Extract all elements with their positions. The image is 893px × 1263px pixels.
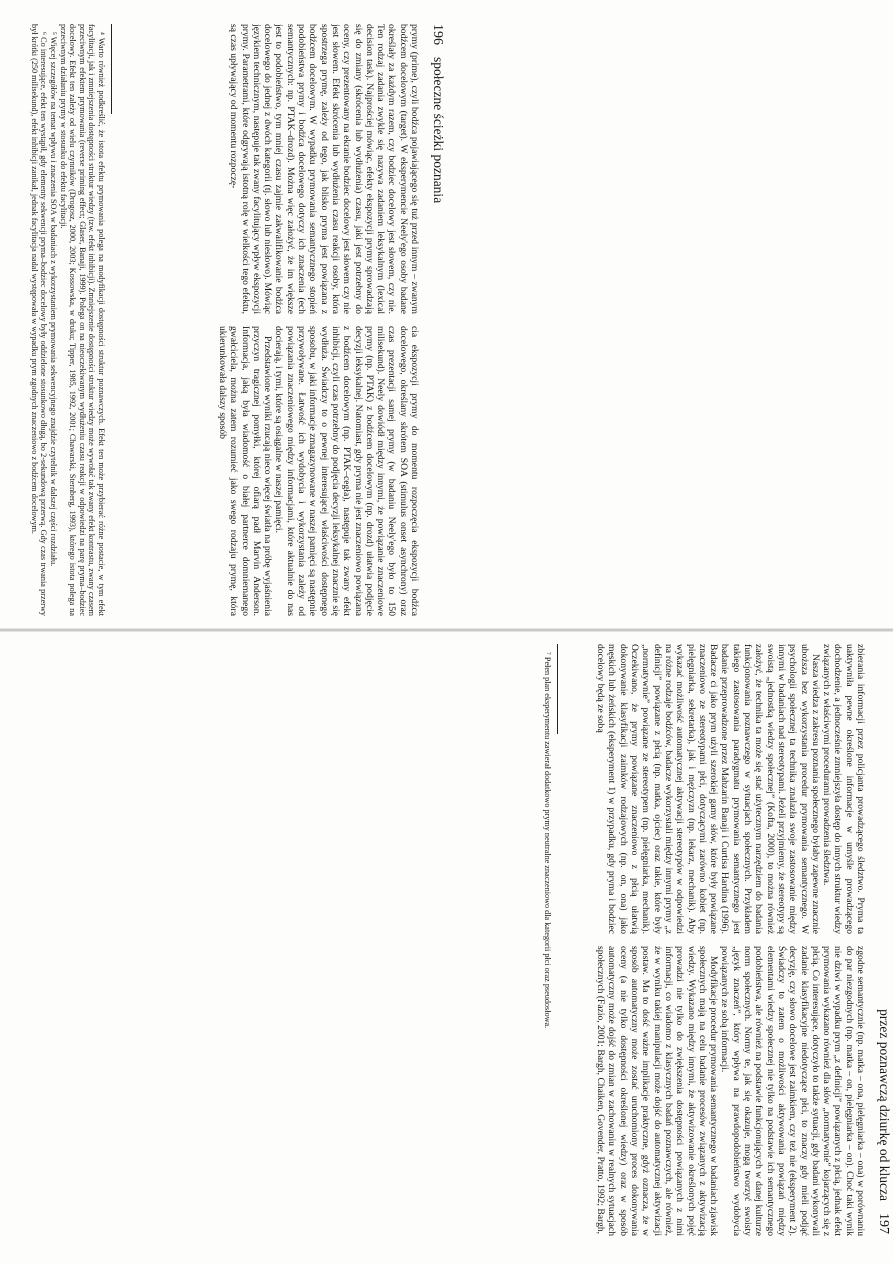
footnotes-left bbox=[29, 20, 106, 620]
running-head-right bbox=[872, 644, 892, 1234]
footnote: ⁶ Co interesujące, efekt ten wystąpił, gdy elementy sekwencji pryma–bodziec docelowy były oddzielone stosunkowo długą, bo 2-sekundową przerwą. Gdy czas trwania przerwy był krótki (250 milisekund), efekt inhibicji zanikał, jednak facylitacja nadal występowała w wypadku prym zgodnych znaczeniowo z bodźcem docelowym. bbox=[29, 24, 49, 616]
footnote-separator bbox=[557, 644, 558, 734]
text-columns-left bbox=[120, 20, 420, 620]
page-number-right: 197 bbox=[876, 1213, 891, 1234]
text-column-left-2 bbox=[120, 326, 420, 616]
footnote: ⁴ Warto również podkreślić, że istota efektu prymowania polega na modyfikacji dostępności struktur poznawczych. Efekt ten może przybierać różne postacie, w tym efekt facylitacji, jak i zmniejszenia dostępności struktur wiedzy (tzw. efekt inhibicji). Zmniejszenie dostępności struktur wiedzy może wywołać tak zwany efekt kontrastu, zwany czasem przeciwnym efektem prymowania (reverse priming effect; Glaser, Banaji, 1999). Polega on na nieoczekiwanym wydłużeniu czasu reakcji w odpowiedzi na parę pryma–bodziec docelowy. Efekt ten zależy od wielu czynników (Drogosz, 2000, 2003; Kossowska, w druku; Tipper, 1985, 1992, 2001; Chawarski, Sternberg, 1993), którego istota polega na przeciwnym działaniu prymy w stosunku do efektu facylitacji. bbox=[58, 24, 106, 616]
text-column-right-2 bbox=[566, 946, 866, 1236]
running-head-left bbox=[426, 24, 446, 614]
paragraph: Modyfikacje procedur prymowania semantycznego w badaniach zjawisk społecznych mają na celu badanie procesów związanych z aktywizacją wiedzy. Wykazano między innymi, że aktywizowanie określonych pojęć prowadzi nie tylko do zwiększenia dostępności powiązanych z nimi informacji, co wiadomo z klasycznych badań poznawczych, ale również, że w wyniku takiej manipulacji może dojść do automatycznej aktywizacji postaw. Ma to dość ważne implikacje praktyczne, gdyż oznacza, że w sposób automatyczny może zostać uruchomiony proces dokonywania oceny (a nie tylko dostępności określonej wiedzy) oraz w sposób automatyczny może dojść do zmian w zachowaniu w realnych sytuacjach społecznych (Fazio, 2001; Bargh, Chaiken, Govender, Pratto, 1992; Bargh, bbox=[595, 946, 720, 1236]
paragraph: prymy (prime), czyli bodźca pojawiającego się tuż przed innym – zwanym bodźcem docelowym (target). W eksperymencie Neely'ego osoby badane określały za każdym razem, czy bodziec docelowy jest słowem, czy nie. Ten rodzaj zadania zwykle się nazywa zadaniem leksykalnym (lexical decision task). Najprościej mówiąc, efekty ekspozycji prymy sprowadzają się do zmiany (skrócenia lub wydłużenia) czasu, jaki jest potrzebny do oceny, czy prezentowany na ekranie bodziec docelowy jest słowem czy nie jest słowem. Efekt skrócenia lub wydłużenia czasu reakcji osoby, która spostrzega prymę, zależy od tego, jak blisko pryma jest powiązana z bodźcem docelowym. W wypadku prymowania semantycznego stopień podobieństwa prymy i bodźca docelowego dotyczy ich znaczenia (ech semantycznych: np. PTAK–drozd). Można więc założyć, że im większe jest to podobieństwo, tym mniej czasu zajmie zakwalifikowanie bodźca docelowego do jednej z dwóch kategorii (tj. słowo lub niesłowo). Mówiąc językiem technicznym, następuje tak zwany facylitujący wpływ ekspozycji prymy. Parametrami, które odgrywają istotną rolę w wielkości tego efektu, są czas upływający od momentu rozpoczę- bbox=[228, 24, 420, 314]
footnotes-right bbox=[542, 640, 552, 1240]
text-columns-right bbox=[566, 640, 866, 1240]
paragraph: zgodne semantycznie (np. matka – ona, pielęgniarka – ona) w porównaniu do par niezgodnych (np. matka – on, pielęgniarka – on). Choć taki wynik nie dziwi w wypadku prym „z definicji” powiązanych z płcią, jednak efekt prymowania wykazano również dla słów „normatywnie” kojarzących się z płcią. Co interesujące, dotyczyło to także sytuacji, gdy badani wykonywali zadanie klasyfikacyjne niedotyczące płci, to znaczy gdy mieli podjąć decyzję, czy słowo docelowe jest zaimkiem, czy też nie (eksperyment 2). Świadczy to zatem o możliwości aktywowania powiązań między elementami wiedzy społecznej nie tylko na podstawie ich semantycznego podobieństwa, ale również na podstawie funkcjonujących w danej kulturze norm społecznych. Normy te, jak się okazuje, mogą tworzyć swoisty „język znaczeń”, który wpływa na prawdopodobieństwo wydobycia powiązanych ze sobą informacji. bbox=[719, 946, 866, 1236]
paragraph: cia ekspozycji prymy do momentu rozpoczęcia ekspozycji bodźca docelowego, określany skrótem SOA (stimulus onset asynchrony) oraz czas prezentacji samej prymy (w badaniu Neely'ego było to 150 milisekund). Neely dowiódł między innymi, że powiązanie znaczeniowe prymy (np. PTAK) z bodźcem docelowym (np. drozd) ułatwia podjęcie decyzji leksykalnej. Natomiast, gdy pryma nie jest znaczeniowo powiązana z bodźcem docelowym (np. PTAK–cegła), następuje tak zwany efekt inhibicji, czyli czas potrzebny do podjęcia decyzji leksykalnej znacznie się wydłuża. Świadczy to o pewnej interesującej właściwości dostępnego sposobu, w jaki informacje zmagazynowane w naszej pamięci są następnie przywoływane. Łatwość ich wydobycia i wykorzystania zależy od powiązania znaczeniowego między informacjami, które aktualnie do nas docierają, i tymi, które są osiągalne w naszej pamięci. bbox=[273, 326, 420, 616]
book-page-left bbox=[0, 20, 446, 620]
book-page-right bbox=[446, 640, 892, 1240]
paragraph: Nasza wiedza z zakresu poznania społecznego byłaby zapewne znacznie uboższa bez wykorzystania procedur prymowania semantycznego. W psychologii społecznej ta technika znalazła swoje zastosowanie między innymi w badaniach nad stereotypami. Jeżeli przyjmiemy, że stereotypy są swoistą „jednostką wiedzy społecznej” (Kofta, 2000), to można również założyć, że technika ta może się stać użytecznym narzędziem do badania funkcjonowania poznawczego w sytuacjach społecznych. Przykładem takiego zastosowania paradygmatu prymowania semantycznego jest badanie przeprowadzone przez Mahzarin Banaji i Curtisa Hardina (1996). Badacze ci jako prym użyli szerokiej gamy słów, które były powiązane znaczeniowo ze stereotypami płci, dotyczącymi zarówno kobiet (np. pielęgniarka, sekretarka), jak i mężczyzn (np. lekarz, mechanik). Aby wykazać możliwość automatycznej aktywacji stereotypów w odpowiedzi na różne rodzaje bodźców, badacze wykorzystali między innymi prymy „z definicji” powiązane z płcią (np. matka, ojciec) oraz takie, które były „normatywnie” powiązane ze stereotypem (np. pielęgniarka, mechanik). Oczekiwano, że prymy powiązane znaczeniowo z płcią ułatwią dokonywanie klasyfikacji zaimków rodzajowych (np. on, ona) jako męskich lub żeńskich (eksperyment 1) w przypadku, gdy pryma i bodziec docelowy będą ze sobą bbox=[595, 644, 821, 934]
running-head-title-right: przez poznawczą dziurkę od klucza bbox=[877, 1009, 892, 1201]
page-number-left: 196 bbox=[430, 24, 445, 45]
page-fold-line bbox=[0, 628, 893, 632]
footnote-separator bbox=[111, 24, 112, 114]
text-column-right-1 bbox=[566, 644, 866, 934]
footnote: ⁷ Pełen plan eksperymentu zawierał dodatkowo prymy neutralne znaczeniowo dla kategorii płci oraz pseudosłowa. bbox=[543, 652, 552, 1029]
running-head-title-left: społeczne ścieżki poznania bbox=[431, 57, 446, 204]
footnote: ⁵ Więcej szczegółów na temat wpływu i znaczenia SOA w badaniach z wykorzystaniem prymowania sekwencyjnego znajdzie czytelnik w dalszej części rozdziału. bbox=[49, 32, 59, 567]
paragraph: zbierania informacji przez policjanta prowadzącego śledztwo. Pryma ta uaktywniła pewne określone informacje w umyśle prowadzącego dochodzenie, a jednocześnie zmniejszyła dostęp do innych struktur wiedzy związanych z właściwymi procedurami prowadzenia śledztwa. bbox=[821, 644, 866, 934]
paragraph: Przedstawione wyniki rzucają nieco więcej światła na próbę wyjaśnienia przyczyn tragicznej pomyłki, której ofiarą padł Marvin Anderson. Informacja, jaką była wiadomość o białej partnerce domniemanego gwałciciela, można zatem rozumieć jako swego rodzaju prymę, która ukierunkowała dalszy sposób bbox=[216, 326, 274, 616]
text-column-left-1 bbox=[120, 24, 420, 314]
